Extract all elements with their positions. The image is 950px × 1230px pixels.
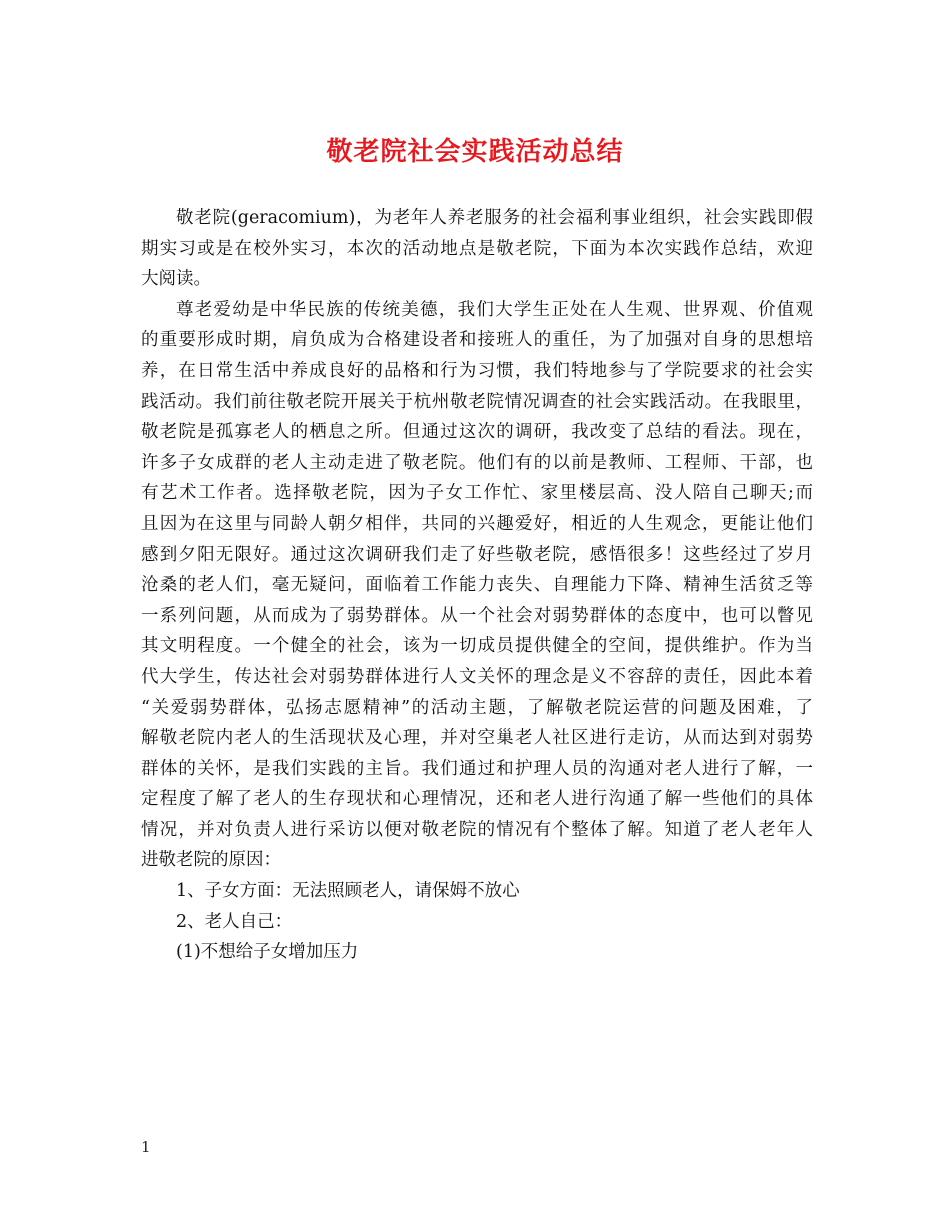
paragraph-line: 敬老院(geracomium)，为老年人养老服务的社会福利事业组织，社会实践即假 <box>176 208 813 228</box>
paragraph-line: 沧桑的老人们，毫无疑问，面临着工作能力丧失、自理能力下降、精神生活贫乏等 <box>141 575 813 596</box>
paragraph-line: 群体的关怀，是我们实践的主旨。我们通过和护理人员的沟通对老人进行了解，一 <box>141 758 813 779</box>
paragraph-line: 1、子女方面：无法照顾老人，请保姆不放心 <box>176 881 520 902</box>
paragraph-line: 养，在日常生活中养成良好的品格和行为习惯，我们特地参与了学院要求的社会实 <box>141 360 813 381</box>
paragraph-line: 敬老院是孤寡老人的栖息之所。但通过这次的调研，我改变了总结的看法。现在， <box>141 422 813 443</box>
paragraph-line: 定程度了解了老人的生存现状和心理情况，还和老人进行沟通了解一些他们的具体 <box>141 789 813 810</box>
paragraph-line: 其文明程度。一个健全的社会，该为一切成员提供健全的空间，提供维护。作为当 <box>141 636 813 657</box>
paragraph-line: 代大学生，传达社会对弱势群体进行人文关怀的理念是义不容辞的责任，因此本着 <box>141 666 813 687</box>
paragraph-line: 且因为在这里与同龄人朝夕相伴，共同的兴趣爱好，相近的人生观念，更能让他们 <box>141 513 813 534</box>
paragraph-line: 尊老爱幼是中华民族的传统美德，我们大学生正处在人生观、世界观、价值观 <box>176 299 813 320</box>
paragraph-line: 感到夕阳无限好。通过这次调研我们走了好些敬老院，感悟很多！这些经过了岁月 <box>141 544 813 565</box>
page-number: 1 <box>141 1138 151 1156</box>
paragraph-line: 践活动。我们前往敬老院开展关于杭州敬老院情况调查的社会实践活动。在我眼里， <box>141 391 813 412</box>
paragraph-line: 一系列问题，从而成为了弱势群体。从一个社会对弱势群体的态度中，也可以瞥见 <box>141 605 813 626</box>
paragraph-line: 有艺术工作者。选择敬老院，因为子女工作忙、家里楼层高、没人陪自己聊天;而 <box>141 483 813 504</box>
paragraph-line: 许多子女成群的老人主动走进了敬老院。他们有的以前是教师、工程师、干部，也 <box>141 452 813 473</box>
paragraph-line: 期实习或是在校外实习，本次的活动地点是敬老院，下面为本次实践作总结，欢迎 <box>141 238 813 259</box>
paragraph-line: 情况，并对负责人进行采访以便对敬老院的情况有个整体了解。知道了老人老年人 <box>141 819 813 840</box>
paragraph-line: 解敬老院内老人的生活现状及心理，并对空巢老人社区进行走访，从而达到对弱势 <box>141 728 813 749</box>
paragraph-line: “关爱弱势群体，弘扬志愿精神”的活动主题，了解敬老院运营的问题及困难，了 <box>141 697 813 718</box>
paragraph-line: 大阅读。 <box>141 269 211 290</box>
paragraph-line: 进敬老院的原因： <box>141 850 281 871</box>
paragraph-line: (1)不想给子女增加压力 <box>176 942 359 963</box>
paragraph-line: 的重要形成时期，肩负成为合格建设者和接班人的重任，为了加强对自身的思想培 <box>141 330 813 351</box>
document-title: 敬老院社会实践活动总结 <box>326 137 624 167</box>
paragraph-line: 2、老人自己： <box>176 911 293 932</box>
document-body <box>141 203 813 968</box>
